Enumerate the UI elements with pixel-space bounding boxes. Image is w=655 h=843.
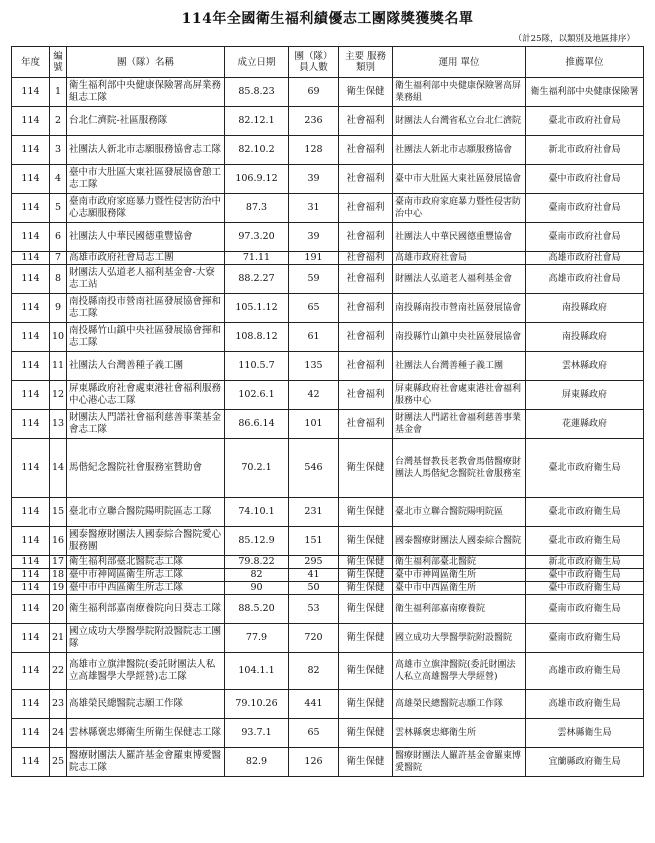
cell-date: 93.7.1 [225, 719, 289, 748]
cell-recommender: 臺南市政府社會局 [526, 223, 644, 252]
cell-category: 衛生保健 [339, 569, 393, 582]
header-row [12, 47, 644, 78]
cell-members: 82 [289, 653, 339, 690]
cell-unit: 台灣基督教長老教會馬偕醫療財團法人馬偕紀念醫院社會服務室 [393, 439, 526, 498]
cell-no: 20 [50, 595, 67, 624]
cell-unit: 社團法人台灣善種子義工團 [393, 352, 526, 381]
table-row [12, 323, 644, 352]
table-row [12, 410, 644, 439]
cell-year: 114 [12, 381, 50, 410]
cell-date: 86.6.14 [225, 410, 289, 439]
cell-year: 114 [12, 107, 50, 136]
cell-date: 90 [225, 582, 289, 595]
cell-no: 6 [50, 223, 67, 252]
cell-unit: 高雄市立旗津醫院(委託財團法人私立高雄醫學大學經營) [393, 653, 526, 690]
cell-recommender: 臺中市政府衛生局 [526, 569, 644, 582]
cell-recommender: 屏東縣政府 [526, 381, 644, 410]
header-unit: 運用 單位 [393, 47, 526, 78]
cell-no: 8 [50, 265, 67, 294]
cell-category: 衛生保健 [339, 556, 393, 569]
cell-category: 社會福利 [339, 252, 393, 265]
cell-no: 23 [50, 690, 67, 719]
cell-unit: 衛生福利部中央健康保險署高屏業務組 [393, 78, 526, 107]
cell-year: 114 [12, 410, 50, 439]
cell-category: 社會福利 [339, 107, 393, 136]
cell-category: 衛生保健 [339, 624, 393, 653]
cell-year: 114 [12, 498, 50, 527]
table-row [12, 556, 644, 569]
cell-members: 69 [289, 78, 339, 107]
header-name: 團（隊）名稱 [67, 47, 225, 78]
table-row [12, 595, 644, 624]
cell-year: 114 [12, 352, 50, 381]
cell-recommender: 臺南市政府社會局 [526, 194, 644, 223]
cell-no: 19 [50, 582, 67, 595]
cell-name: 衛生福利部嘉南療養院向日葵志工隊 [67, 595, 225, 624]
cell-category: 社會福利 [339, 410, 393, 439]
cell-category: 社會福利 [339, 265, 393, 294]
cell-date: 74.10.1 [225, 498, 289, 527]
table-row [12, 136, 644, 165]
cell-category: 社會福利 [339, 381, 393, 410]
cell-category: 衛生保健 [339, 78, 393, 107]
table-row [12, 653, 644, 690]
table-row [12, 265, 644, 294]
cell-name: 南投縣南投市營南社區發展協會揮和志工隊 [67, 294, 225, 323]
cell-no: 2 [50, 107, 67, 136]
cell-members: 39 [289, 165, 339, 194]
cell-year: 114 [12, 569, 50, 582]
cell-date: 97.3.20 [225, 223, 289, 252]
cell-name: 高雄榮民總醫院志願工作隊 [67, 690, 225, 719]
cell-members: 31 [289, 194, 339, 223]
cell-date: 82.12.1 [225, 107, 289, 136]
cell-name: 臺中市神岡區衛生所志工隊 [67, 569, 225, 582]
cell-no: 9 [50, 294, 67, 323]
table-row [12, 252, 644, 265]
cell-members: 191 [289, 252, 339, 265]
cell-no: 3 [50, 136, 67, 165]
cell-date: 88.5.20 [225, 595, 289, 624]
cell-members: 53 [289, 595, 339, 624]
cell-category: 社會福利 [339, 352, 393, 381]
cell-year: 114 [12, 78, 50, 107]
cell-category: 衛生保健 [339, 498, 393, 527]
header-members: 團（隊）員人數 [289, 47, 339, 78]
cell-year: 114 [12, 439, 50, 498]
cell-members: 295 [289, 556, 339, 569]
awards-table [11, 46, 644, 777]
cell-members: 546 [289, 439, 339, 498]
cell-no: 11 [50, 352, 67, 381]
cell-name: 社團法人新北市志願服務協會志工隊 [67, 136, 225, 165]
cell-unit: 社團法人新北市志願服務協會 [393, 136, 526, 165]
cell-members: 42 [289, 381, 339, 410]
table-row [12, 223, 644, 252]
cell-name: 高雄市政府社會局志工團 [67, 252, 225, 265]
cell-category: 衛生保健 [339, 653, 393, 690]
cell-no: 24 [50, 719, 67, 748]
cell-name: 臺中市大肚區大東社區發展協會憩工志工隊 [67, 165, 225, 194]
cell-date: 82 [225, 569, 289, 582]
cell-recommender: 新北市政府社會局 [526, 136, 644, 165]
cell-unit: 臺中市中西區衛生所 [393, 582, 526, 595]
cell-name: 財團法人弘道老人福利基金會-大寮志工站 [67, 265, 225, 294]
cell-date: 102.6.1 [225, 381, 289, 410]
cell-recommender: 臺北市政府衛生局 [526, 498, 644, 527]
cell-recommender: 臺北市政府衛生局 [526, 527, 644, 556]
cell-recommender: 高雄市政府衛生局 [526, 690, 644, 719]
table-row [12, 748, 644, 777]
cell-name: 衛生福利部臺北醫院志工隊 [67, 556, 225, 569]
cell-no: 4 [50, 165, 67, 194]
cell-category: 社會福利 [339, 165, 393, 194]
cell-unit: 臺南市政府家庭暴力暨性侵害防治中心 [393, 194, 526, 223]
table-row [12, 352, 644, 381]
count-note: （計25隊，以類別及地區排序） [513, 34, 635, 44]
cell-no: 10 [50, 323, 67, 352]
cell-year: 114 [12, 653, 50, 690]
cell-unit: 屏東縣政府社會處東港社會福利服務中心 [393, 381, 526, 410]
cell-year: 114 [12, 252, 50, 265]
cell-date: 77.9 [225, 624, 289, 653]
cell-no: 12 [50, 381, 67, 410]
cell-members: 720 [289, 624, 339, 653]
cell-unit: 財團法人門諾社會福利慈善事業基金會 [393, 410, 526, 439]
cell-members: 61 [289, 323, 339, 352]
cell-date: 85.12.9 [225, 527, 289, 556]
cell-year: 114 [12, 265, 50, 294]
cell-year: 114 [12, 194, 50, 223]
cell-members: 231 [289, 498, 339, 527]
cell-unit: 雲林縣褒忠鄉衛生所 [393, 719, 526, 748]
cell-recommender: 臺南市政府衛生局 [526, 624, 644, 653]
table-row [12, 582, 644, 595]
table-row [12, 624, 644, 653]
cell-date: 70.2.1 [225, 439, 289, 498]
cell-recommender: 臺北市政府衛生局 [526, 439, 644, 498]
cell-no: 16 [50, 527, 67, 556]
cell-category: 衛生保健 [339, 690, 393, 719]
cell-name: 臺南市政府家庭暴力暨性侵害防治中心志願服務隊 [67, 194, 225, 223]
cell-members: 101 [289, 410, 339, 439]
cell-name: 財團法人門諾社會福利慈善事業基金會志工隊 [67, 410, 225, 439]
header-category: 主要 服務類別 [339, 47, 393, 78]
table-row [12, 381, 644, 410]
cell-unit: 國立成功大學醫學院附設醫院 [393, 624, 526, 653]
cell-category: 衛生保健 [339, 527, 393, 556]
cell-members: 65 [289, 719, 339, 748]
cell-recommender: 花蓮縣政府 [526, 410, 644, 439]
cell-members: 126 [289, 748, 339, 777]
cell-category: 衛生保健 [339, 582, 393, 595]
header-recommender: 推薦單位 [526, 47, 644, 78]
table-row [12, 569, 644, 582]
cell-year: 114 [12, 323, 50, 352]
cell-name: 臺中市中西區衛生所志工隊 [67, 582, 225, 595]
cell-name: 社團法人台灣善種子義工團 [67, 352, 225, 381]
table-row [12, 690, 644, 719]
table-row [12, 294, 644, 323]
cell-name: 社團法人中華民國德重豐協會 [67, 223, 225, 252]
cell-year: 114 [12, 527, 50, 556]
table-row [12, 498, 644, 527]
cell-date: 82.9 [225, 748, 289, 777]
header-year: 年度 [12, 47, 50, 78]
cell-name: 國立成功大學醫學院附設醫院志工團隊 [67, 624, 225, 653]
page-title: 114年全國衛生福利績優志工團隊獎獲獎名單 [181, 11, 474, 27]
header-date: 成立日期 [225, 47, 289, 78]
cell-unit: 國泰醫療財團法人國泰綜合醫院 [393, 527, 526, 556]
cell-no: 5 [50, 194, 67, 223]
cell-category: 社會福利 [339, 136, 393, 165]
cell-members: 39 [289, 223, 339, 252]
cell-unit: 臺中市神岡區衛生所 [393, 569, 526, 582]
cell-name: 屏東縣政府社會處東港社會福利服務中心港心志工隊 [67, 381, 225, 410]
cell-date: 79.8.22 [225, 556, 289, 569]
cell-name: 台北仁濟院-社區服務隊 [67, 107, 225, 136]
cell-date: 85.8.23 [225, 78, 289, 107]
cell-unit: 臺北市立聯合醫院陽明院區 [393, 498, 526, 527]
cell-no: 13 [50, 410, 67, 439]
cell-category: 衛生保健 [339, 748, 393, 777]
cell-members: 151 [289, 527, 339, 556]
cell-name: 雲林縣褒忠鄉衛生所衛生保健志工隊 [67, 719, 225, 748]
cell-no: 17 [50, 556, 67, 569]
cell-members: 128 [289, 136, 339, 165]
cell-date: 110.5.7 [225, 352, 289, 381]
cell-date: 106.9.12 [225, 165, 289, 194]
cell-recommender: 臺中市政府社會局 [526, 165, 644, 194]
table-row [12, 78, 644, 107]
table-row [12, 107, 644, 136]
cell-members: 236 [289, 107, 339, 136]
cell-recommender: 臺北市政府社會局 [526, 107, 644, 136]
cell-year: 114 [12, 223, 50, 252]
cell-name: 國泰醫療財團法人國泰綜合醫院愛心服務團 [67, 527, 225, 556]
cell-unit: 臺中市大肚區大東社區發展協會 [393, 165, 526, 194]
cell-recommender: 雲林縣政府 [526, 352, 644, 381]
cell-recommender: 南投縣政府 [526, 294, 644, 323]
cell-year: 114 [12, 690, 50, 719]
cell-year: 114 [12, 595, 50, 624]
cell-members: 41 [289, 569, 339, 582]
cell-no: 25 [50, 748, 67, 777]
cell-recommender: 高雄市政府社會局 [526, 252, 644, 265]
cell-name: 衛生福利部中央健康保險署高屏業務組志工隊 [67, 78, 225, 107]
cell-year: 114 [12, 136, 50, 165]
cell-unit: 財團法人台灣省私立台北仁濟院 [393, 107, 526, 136]
cell-unit: 醫療財團法人羅許基金會羅東博愛醫院 [393, 748, 526, 777]
cell-no: 7 [50, 252, 67, 265]
cell-category: 社會福利 [339, 194, 393, 223]
cell-year: 114 [12, 556, 50, 569]
cell-members: 135 [289, 352, 339, 381]
table-row [12, 527, 644, 556]
cell-members: 441 [289, 690, 339, 719]
cell-name: 南投縣竹山鎮中央社區發展協會揮和志工隊 [67, 323, 225, 352]
table-row [12, 439, 644, 498]
cell-category: 衛生保健 [339, 719, 393, 748]
cell-recommender: 南投縣政府 [526, 323, 644, 352]
cell-date: 105.1.12 [225, 294, 289, 323]
cell-no: 21 [50, 624, 67, 653]
cell-recommender: 高雄市政府社會局 [526, 265, 644, 294]
cell-unit: 衛生福利部臺北醫院 [393, 556, 526, 569]
cell-recommender: 臺南市政府衛生局 [526, 595, 644, 624]
cell-category: 社會福利 [339, 294, 393, 323]
cell-recommender: 宜蘭縣政府衛生局 [526, 748, 644, 777]
cell-unit: 高雄市政府社會局 [393, 252, 526, 265]
header-no: 編號 [50, 47, 67, 78]
table-row [12, 165, 644, 194]
cell-unit: 衛生福利部嘉南療養院 [393, 595, 526, 624]
cell-recommender: 新北市政府衛生局 [526, 556, 644, 569]
cell-name: 臺北市立聯合醫院陽明院區志工隊 [67, 498, 225, 527]
cell-date: 82.10.2 [225, 136, 289, 165]
cell-no: 15 [50, 498, 67, 527]
cell-category: 社會福利 [339, 323, 393, 352]
cell-recommender: 臺中市政府衛生局 [526, 582, 644, 595]
cell-name: 醫療財團法人羅許基金會羅東博愛醫院志工隊 [67, 748, 225, 777]
cell-no: 18 [50, 569, 67, 582]
table-row [12, 194, 644, 223]
cell-date: 88.2.27 [225, 265, 289, 294]
cell-year: 114 [12, 624, 50, 653]
cell-unit: 社團法人中華民國德重豐協會 [393, 223, 526, 252]
cell-date: 104.1.1 [225, 653, 289, 690]
cell-name: 馬偕紀念醫院社會服務室贊助會 [67, 439, 225, 498]
cell-no: 1 [50, 78, 67, 107]
cell-date: 87.3 [225, 194, 289, 223]
cell-no: 22 [50, 653, 67, 690]
cell-no: 14 [50, 439, 67, 498]
cell-date: 71.11 [225, 252, 289, 265]
cell-unit: 財團法人弘道老人福利基金會 [393, 265, 526, 294]
cell-category: 衛生保健 [339, 595, 393, 624]
cell-year: 114 [12, 748, 50, 777]
cell-unit: 高雄榮民總醫院志願工作隊 [393, 690, 526, 719]
cell-members: 50 [289, 582, 339, 595]
cell-year: 114 [12, 294, 50, 323]
cell-unit: 南投縣南投市營南社區發展協會 [393, 294, 526, 323]
cell-members: 59 [289, 265, 339, 294]
cell-year: 114 [12, 165, 50, 194]
cell-recommender: 雲林縣衛生局 [526, 719, 644, 748]
cell-year: 114 [12, 582, 50, 595]
cell-recommender: 高雄市政府衛生局 [526, 653, 644, 690]
table-row [12, 719, 644, 748]
cell-members: 65 [289, 294, 339, 323]
cell-year: 114 [12, 719, 50, 748]
cell-recommender: 衛生福利部中央健康保險署 [526, 78, 644, 107]
cell-date: 79.10.26 [225, 690, 289, 719]
cell-unit: 南投縣竹山鎮中央社區發展協會 [393, 323, 526, 352]
cell-category: 衛生保健 [339, 439, 393, 498]
cell-date: 108.8.12 [225, 323, 289, 352]
cell-category: 社會福利 [339, 223, 393, 252]
cell-name: 高雄市立旗津醫院(委託財團法人私立高雄醫學大學經營)志工隊 [67, 653, 225, 690]
